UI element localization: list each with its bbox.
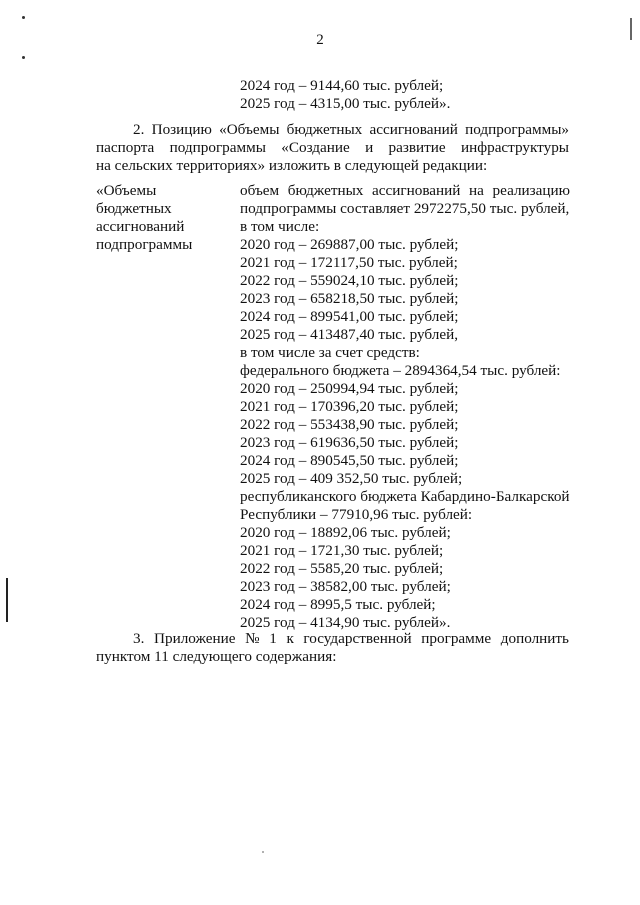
table-right-line: 2021 год – 172117,50 тыс. рублей; (240, 254, 458, 271)
table-right-line: в том числе за счет средств: (240, 344, 420, 361)
table-right-line: 2024 год – 8995,5 тыс. рублей; (240, 596, 436, 613)
table-right-line: подпрограммы составляет 2972275,50 тыс. рублей, (240, 200, 570, 217)
table-right-line: 2025 год – 413487,40 тыс. рублей, (240, 326, 458, 343)
table-right-line: 2025 год – 4134,90 тыс. рублей». (240, 614, 451, 631)
item2-line-3: на сельских территориях» изложить в следующей редакции: (96, 157, 488, 174)
table-right-line: 2024 год – 899541,00 тыс. рублей; (240, 308, 459, 325)
scan-speck (262, 851, 264, 853)
table-right-line: 2023 год – 658218,50 тыс. рублей; (240, 290, 459, 307)
page-number: 2 (316, 32, 324, 48)
table-left-line: «Объемы (96, 182, 157, 199)
table-right-line: 2021 год – 170396,20 тыс. рублей; (240, 398, 459, 415)
item3-line-1: 3. Приложение № 1 к государственной программе дополнить (133, 630, 569, 647)
carry-over-line-2: 2025 год – 4315,00 тыс. рублей». (240, 95, 451, 112)
scan-speck (22, 16, 25, 19)
table-right-line: 2020 год – 18892,06 тыс. рублей; (240, 524, 451, 541)
scan-edge-mark (6, 578, 8, 622)
table-left-line: бюджетных (96, 200, 172, 217)
item2-line-1: 2. Позицию «Объемы бюджетных ассигнований подпрограммы» (133, 121, 569, 138)
table-right-line: 2021 год – 1721,30 тыс. рублей; (240, 542, 444, 559)
table-left-line: подпрограммы (96, 236, 193, 253)
table-right-line: 2025 год – 409 352,50 тыс. рублей; (240, 470, 463, 487)
table-right-line: в том числе: (240, 218, 320, 235)
table-right-line: Республики – 77910,96 тыс. рублей: (240, 506, 473, 523)
table-right-line: 2022 год – 553438,90 тыс. рублей; (240, 416, 459, 433)
table-right-line: объем бюджетных ассигнований на реализацию (240, 182, 570, 199)
table-right-line: республиканского бюджета Кабардино-Балкарской (240, 488, 570, 505)
table-right-line: федерального бюджета – 2894364,54 тыс. рублей: (240, 362, 561, 379)
table-right-line: 2022 год – 5585,20 тыс. рублей; (240, 560, 444, 577)
table-left-line: ассигнований (96, 218, 185, 235)
item2-line-2: паспорта подпрограммы «Создание и развитие инфраструктуры (96, 139, 569, 156)
carry-over-line-1: 2024 год – 9144,60 тыс. рублей; (240, 77, 444, 94)
table-right-line: 2023 год – 38582,00 тыс. рублей; (240, 578, 451, 595)
table-right-line: 2024 год – 890545,50 тыс. рублей; (240, 452, 459, 469)
table-right-line: 2020 год – 250994,94 тыс. рублей; (240, 380, 459, 397)
scan-speck (22, 56, 25, 59)
item3-line-2: пунктом 11 следующего содержания: (96, 648, 337, 665)
table-right-line: 2020 год – 269887,00 тыс. рублей; (240, 236, 459, 253)
table-right-line: 2023 год – 619636,50 тыс. рублей; (240, 434, 459, 451)
table-right-line: 2022 год – 559024,10 тыс. рублей; (240, 272, 459, 289)
